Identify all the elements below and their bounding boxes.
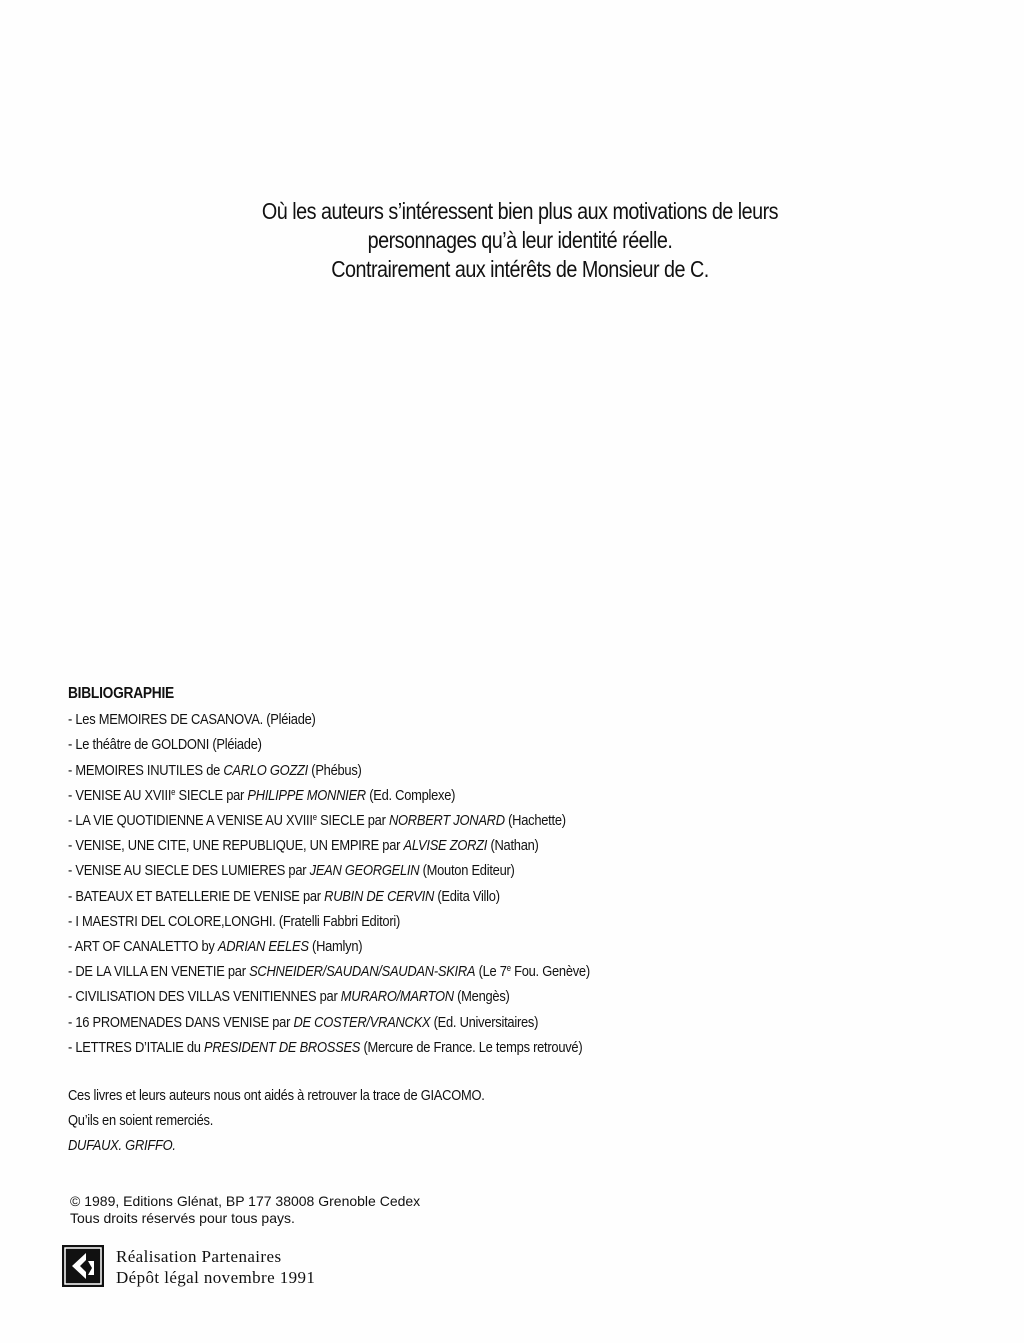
- bibliography-text: (Ed. Universitaires): [430, 1013, 539, 1031]
- bibliography-text: - Les MEMOIRES DE CASANOVA. (Pléiade): [68, 711, 316, 729]
- bibliography-text: (Mercure de France. Le temps retrouvé): [360, 1038, 583, 1056]
- imprint-line: Dépôt légal novembre 1991: [116, 1268, 316, 1287]
- bibliography-text: - LETTRES D’ITALIE du: [68, 1038, 205, 1056]
- bibliography-item: [68, 808, 670, 833]
- bibliography-item: [68, 959, 670, 984]
- acknowledgement-line: Ces livres et leurs auteurs nous ont aidés à retrouver la trace de GIACOMO.: [68, 1087, 485, 1104]
- bibliography-author: DE COSTER/VRANCKX: [293, 1013, 431, 1031]
- bibliography-text: - VENISE, UNE CITE, UNE REPUBLIQUE, UN EMPIRE par: [68, 837, 404, 855]
- bibliography-item: [68, 758, 670, 783]
- superscript: e: [171, 786, 176, 797]
- copyright-notice: [70, 1193, 570, 1227]
- bibliography-item: [68, 783, 670, 808]
- bibliography-item: [68, 1035, 670, 1060]
- copyright-line: Tous droits réservés pour tous pays.: [70, 1210, 295, 1226]
- bibliography-author: RUBIN DE CERVIN: [324, 887, 435, 905]
- bibliography-author: MURARO/MARTON: [340, 988, 454, 1006]
- bibliography-author: NORBERT JONARD: [388, 812, 505, 830]
- bibliography-text: - VENISE AU SIECLE DES LUMIERES par: [68, 862, 310, 880]
- bibliography-text: - BATEAUX ET BATELLERIE DE VENISE par: [68, 887, 325, 905]
- bibliography-text: Fou. Genève): [510, 963, 590, 981]
- bibliography-item: [68, 833, 670, 858]
- acknowledgement-line: Qu’ils en soient remerciés.: [68, 1112, 214, 1129]
- bibliography-author: JEAN GEORGELIN: [309, 862, 420, 880]
- publisher-logo-icon: [62, 1245, 104, 1287]
- bibliography-text: (Ed. Complexe): [365, 786, 456, 804]
- bibliography-text: (Hamlyn): [308, 938, 363, 956]
- bibliography-author: CARLO GOZZI: [223, 761, 308, 779]
- bibliography-author: ADRIAN EELES: [217, 938, 309, 956]
- bibliography-text: - Le théâtre de GOLDONI (Pléiade): [68, 736, 262, 754]
- epigraph: [210, 197, 829, 284]
- bibliography-item: [68, 934, 670, 959]
- epigraph-line: Où les auteurs s’intéressent bien plus aux motivations de leurs: [261, 198, 779, 224]
- superscript: e: [506, 963, 511, 974]
- bibliography-text: - LA VIE QUOTIDIENNE A VENISE AU XVIII: [68, 812, 313, 830]
- bibliography-title: BIBLIOGRAPHIE: [68, 685, 174, 702]
- bibliography-text: (Mengès): [453, 988, 510, 1006]
- epigraph-line: personnages qu’à leur identité réelle.: [367, 227, 673, 253]
- bibliography-text: (Le 7: [475, 963, 507, 981]
- superscript: e: [312, 812, 317, 823]
- bibliography-item: [68, 909, 670, 934]
- bibliography-text: SIECLE par: [175, 786, 248, 804]
- bibliography-text: (Hachette): [504, 812, 566, 830]
- bibliography-text: - CIVILISATION DES VILLAS VENITIENNES par: [68, 988, 341, 1006]
- bibliography-author: SCHNEIDER/SAUDAN/SAUDAN-SKIRA: [249, 963, 476, 981]
- bibliography-text: (Nathan): [487, 837, 539, 855]
- bibliography-text: - DE LA VILLA EN VENETIE par: [68, 963, 250, 981]
- bibliography-text: - ART OF CANALETTO by: [68, 938, 218, 956]
- bibliography-item: [68, 884, 670, 909]
- bibliography-item: [68, 732, 670, 757]
- bibliography-author: PHILIPPE MONNIER: [247, 786, 366, 804]
- bibliography-text: (Mouton Editeur): [419, 862, 515, 880]
- bibliography-item: [68, 858, 670, 883]
- authors-signature: DUFAUX. GRIFFO.: [68, 1137, 176, 1154]
- bibliography-item: [68, 984, 670, 1009]
- copyright-line: © 1989, Editions Glénat, BP 177 38008 Grenoble Cedex: [70, 1193, 421, 1209]
- imprint-line: Réalisation Partenaires: [116, 1247, 282, 1266]
- bibliography-text: - 16 PROMENADES DANS VENISE par: [68, 1013, 294, 1031]
- bibliography-author: ALVISE ZORZI: [403, 837, 488, 855]
- imprint: [116, 1246, 315, 1288]
- acknowledgements: [68, 1083, 670, 1158]
- bibliography-text: (Edita Villo): [434, 887, 500, 905]
- bibliography-list: [68, 707, 670, 1060]
- bibliography-author: PRESIDENT DE BROSSES: [204, 1038, 361, 1056]
- epigraph-line: Contrairement aux intérêts de Monsieur de C.: [331, 256, 709, 282]
- bibliography-text: (Phébus): [307, 761, 362, 779]
- bibliography-text: - MEMOIRES INUTILES de: [68, 761, 224, 779]
- bibliography-text: - VENISE AU XVIII: [68, 786, 172, 804]
- bibliography-text: SIECLE par: [316, 812, 389, 830]
- bibliography-text: - I MAESTRI DEL COLORE,LONGHI. (Fratelli Fabbri Editori): [68, 912, 401, 930]
- bibliography-item: [68, 1010, 670, 1035]
- bibliography-item: [68, 707, 670, 732]
- bibliography: [68, 681, 670, 1060]
